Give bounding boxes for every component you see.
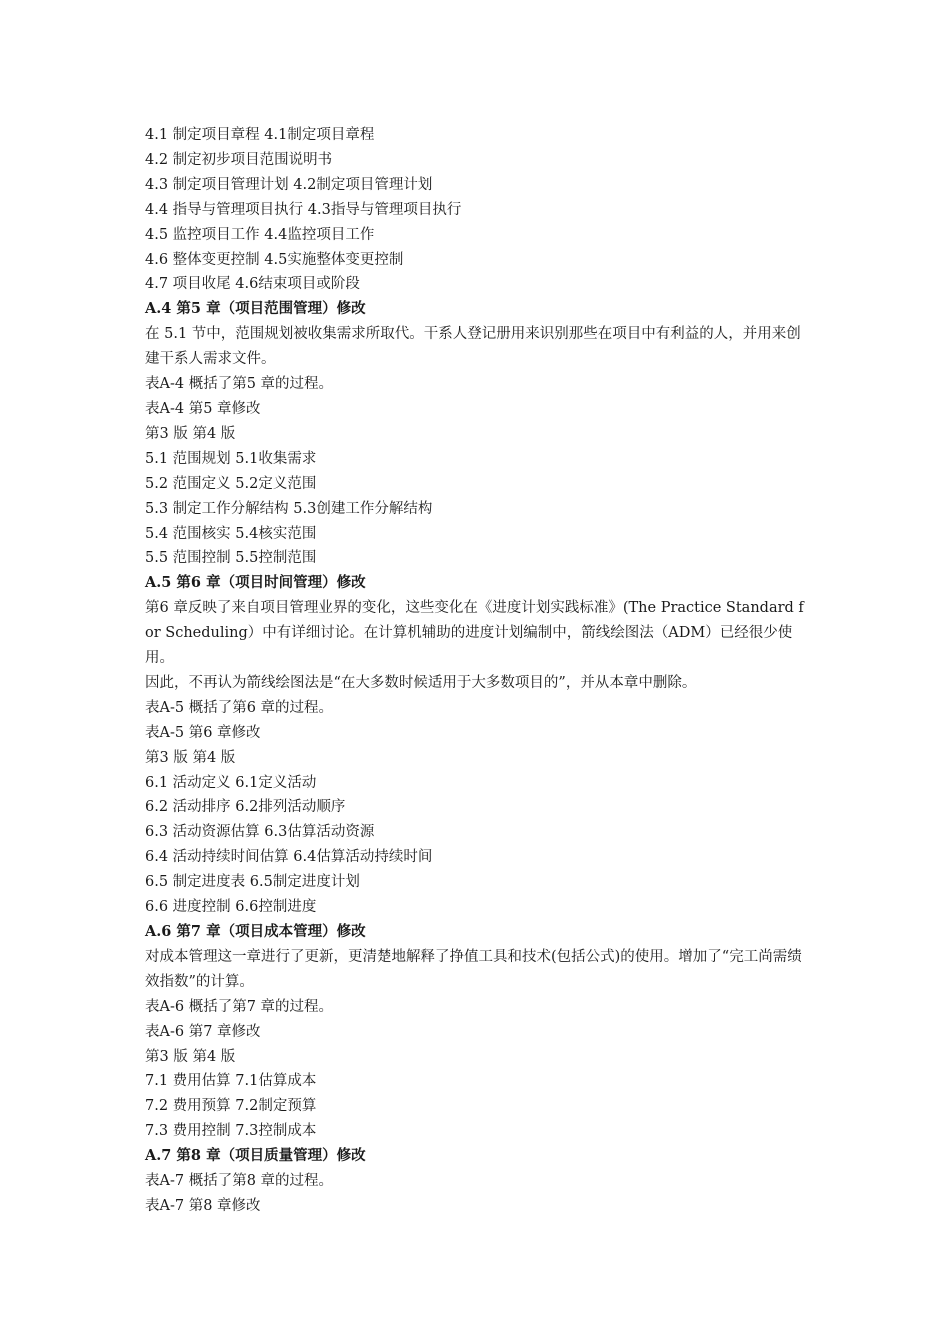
- text-line: 4.4 指导与管理项目执行 4.3指导与管理项目执行: [145, 201, 462, 218]
- text-line: 4.5 监控项目工作 4.4监控项目工作: [145, 226, 375, 243]
- text-line: 表A-7 概括了第8 章的过程。: [145, 1173, 334, 1190]
- section-heading: A.5 第6 章（项目时间管理）修改: [145, 574, 366, 592]
- table-row: 7.1 费用估算 7.1估算成本: [145, 1073, 317, 1090]
- table-row: 6.3 活动资源估算 6.3估算活动资源: [145, 824, 375, 841]
- paragraph: 对成本管理这一章进行了更新，更清楚地解释了挣值工具和技术(包括公式)的使用。增加了“完工尚需绩效指数”的计算。: [145, 948, 802, 990]
- table-row: 5.5 范围控制 5.5控制范围: [145, 550, 317, 567]
- table-row: 6.4 活动持续时间估算 6.4估算活动持续时间: [145, 849, 433, 866]
- text-line: 表A-6 概括了第7 章的过程。: [145, 998, 334, 1015]
- table-row: 6.1 活动定义 6.1定义活动: [145, 774, 317, 791]
- table-row: 6.2 活动排序 6.2排列活动顺序: [145, 799, 346, 816]
- table-caption: 表A-4 第5 章修改: [145, 400, 261, 417]
- text-line: 4.7 项目收尾 4.6结束项目或阶段: [145, 276, 360, 293]
- document-body: [145, 123, 810, 1219]
- paragraph: 第6 章反映了来自项目管理业界的变化，这些变化在《进度计划实践标准》(The Practice Standard for Scheduling）中有详细讨论。在计算机辅助的进度计划编制中，箭线绘图法（ADM）已经很少使用。: [145, 600, 804, 667]
- table-row: 5.3 制定工作分解结构 5.3创建工作分解结构: [145, 500, 433, 517]
- text-line: 4.6 整体变更控制 4.5实施整体变更控制: [145, 251, 404, 268]
- section-heading: A.7 第8 章（项目质量管理）修改: [145, 1147, 366, 1165]
- text-line: 4.3 制定项目管理计划 4.2制定项目管理计划: [145, 176, 433, 193]
- table-row: 7.2 费用预算 7.2制定预算: [145, 1098, 317, 1115]
- table-header: 第3 版 第4 版: [145, 749, 236, 766]
- table-caption: 表A-6 第7 章修改: [145, 1023, 261, 1040]
- table-row: 7.3 费用控制 7.3控制成本: [145, 1123, 317, 1140]
- table-header: 第3 版 第4 版: [145, 425, 236, 442]
- section-heading: A.4 第5 章（项目范围管理）修改: [145, 300, 366, 318]
- text-line: 表A-4 概括了第5 章的过程。: [145, 376, 334, 393]
- text-line: 因此，不再认为箭线绘图法是“在大多数时候适用于大多数项目的”，并从本章中删除。: [145, 674, 697, 691]
- text-line: 4.1 制定项目章程 4.1制定项目章程: [145, 127, 375, 143]
- text-line: 表A-5 概括了第6 章的过程。: [145, 699, 334, 716]
- table-row: 5.1 范围规划 5.1收集需求: [145, 450, 317, 467]
- table-row: 5.4 范围核实 5.4核实范围: [145, 525, 317, 542]
- table-caption: 表A-5 第6 章修改: [145, 724, 261, 741]
- section-heading: A.6 第7 章（项目成本管理）修改: [145, 923, 366, 940]
- table-row: 6.6 进度控制 6.6控制进度: [145, 899, 317, 916]
- table-row: 6.5 制定进度表 6.5制定进度计划: [145, 874, 360, 891]
- table-header: 第3 版 第4 版: [145, 1048, 236, 1065]
- paragraph: 在 5.1 节中，范围规划被收集需求所取代。干系人登记册用来识别那些在项目中有利益的人，并用来创建干系人需求文件。: [145, 326, 801, 368]
- table-row: 5.2 范围定义 5.2定义范围: [145, 475, 317, 492]
- text-line: 4.2 制定初步项目范围说明书: [145, 151, 333, 168]
- table-caption: 表A-7 第8 章修改: [145, 1197, 261, 1214]
